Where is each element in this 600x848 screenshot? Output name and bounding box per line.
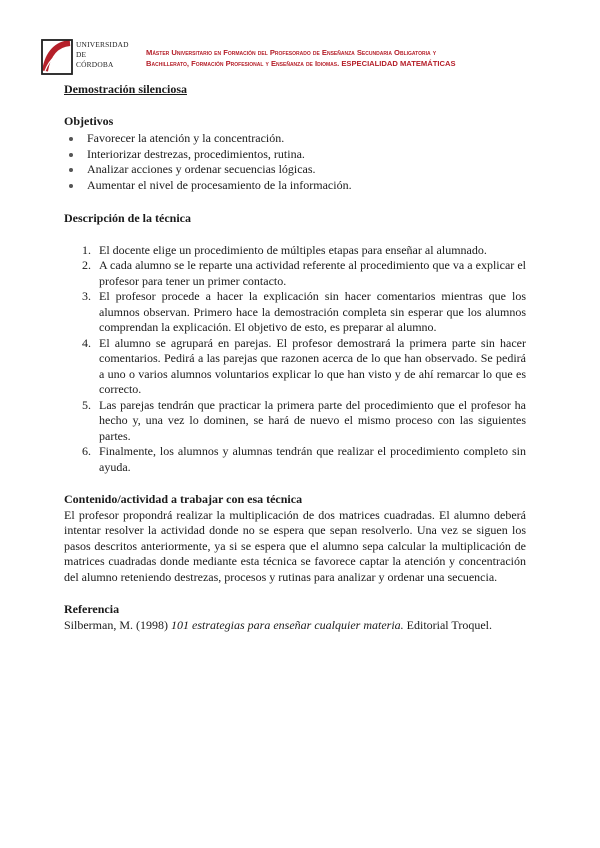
document-body <box>64 82 526 633</box>
technique-heading: Descripción de la técnica <box>64 211 191 225</box>
step-item <box>64 444 526 475</box>
step-text: A cada alumno se le reparte una actividad referente al procedimiento que va a explicar el profesor para tener un primer contacto. <box>99 258 526 288</box>
step-text: El docente elige un procedimiento de múltiples etapas para enseñar al alumnado. <box>99 242 487 257</box>
step-text: Finalmente, los alumnos y alumnas tendrán que realizar el procedimiento completo sin ayuda. <box>99 444 526 474</box>
content-paragraph: El profesor propondrá realizar la multiplicación de dos matrices cuadradas. El alumno deberá intentar resolver la actividad donde no se espera que sepan resolverlo. Una vez se siguen los pasos descritos anteriormente, ya si se espera que el alumno sepa calcular la multiplicación de matrices cuadradas donde mediante esta técnica se favorece captar la atención y concentración del alumno reteniendo destrezas, procesos y rutinas para analizar y ordenar una secuencia. <box>64 507 526 584</box>
step-text: Las parejas tendrán que practicar la primera parte del procedimiento que el profesor ha hecho y, una vez lo dominen, se hará de nuevo el mismo proceso con las siguientes partes. <box>99 397 526 443</box>
step-text: El alumno se agrupará en parejas. El profesor demostrará la primera parte sin hacer comentarios. Pedirá a las parejas que razonen acerca de lo que han observado. Se pedirá a uno o varios alumnos voluntarios explicar lo que han visto y de ahí remarcar lo que es correcto. <box>99 335 526 396</box>
program-title <box>146 47 566 69</box>
step-item <box>64 289 526 336</box>
reference-citation <box>64 618 526 634</box>
step-text: El profesor procede a hacer la explicación sin hacer comentarios mientras que los alumnos observan. Primero hace la demostración completa sin esperar que los alumnos comprendan la explicación. El objetivo de esto, es preparar al alumno. <box>99 289 526 334</box>
logo-line-3: CÓRDOBA <box>76 60 114 69</box>
logo-line-2: DE <box>76 50 87 59</box>
university-logo <box>40 38 129 76</box>
step-number: 6. <box>82 444 91 458</box>
step-number: 2. <box>82 258 91 272</box>
logo-line-1: UNIVERSIDAD <box>76 40 129 49</box>
objective-item: Favorecer la atención y la concentración. <box>64 131 526 147</box>
page-header <box>40 38 560 78</box>
objectives-list <box>64 131 526 193</box>
objectives-heading: Objetivos <box>64 113 114 128</box>
reference-publisher: Editorial Troquel. <box>403 617 492 632</box>
objective-item: Interiorizar destrezas, procedimientos, rutina. <box>64 147 526 163</box>
document-title: Demostración silenciosa <box>64 82 187 96</box>
technique-steps-list <box>64 243 526 476</box>
reference-book-title: 101 estrategias para enseñar cualquier materia. <box>171 617 404 632</box>
step-item <box>64 258 526 289</box>
reference-author: Silberman, M. (1998) <box>64 617 171 632</box>
step-item <box>64 243 526 259</box>
reference-heading: Referencia <box>64 602 120 616</box>
step-item <box>64 336 526 398</box>
step-item <box>64 398 526 445</box>
step-number: 3. <box>82 289 91 303</box>
logo-text <box>76 40 129 70</box>
content-heading: Contenido/actividad a trabajar con esa técnica <box>64 492 303 506</box>
step-number: 4. <box>82 335 91 350</box>
university-crest-icon <box>40 38 74 76</box>
objective-item: Analizar acciones y ordenar secuencias lógicas. <box>64 162 526 178</box>
program-title-line-1: Máster Universitario en Formación del Profesorado de Enseñanza Secundaria Obligatoria y <box>146 48 437 57</box>
objective-item: Aumentar el nivel de procesamiento de la información. <box>64 178 526 194</box>
step-number: 1. <box>82 242 91 257</box>
step-number: 5. <box>82 397 91 412</box>
program-title-line-2: Bachillerato, Formación Profesional y Enseñanza de Idiomas. ESPECIALIDAD MATEMÁTICAS <box>146 59 456 68</box>
